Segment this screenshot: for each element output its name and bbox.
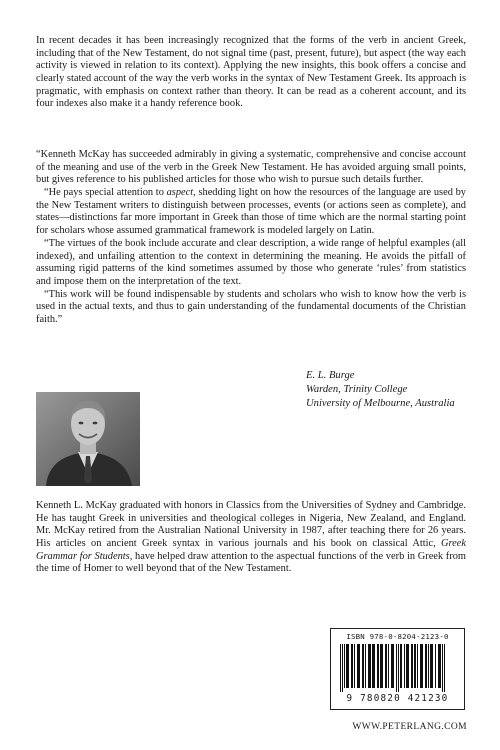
isbn-number: ISBN 978-0-8204-2123-0 [346, 632, 449, 641]
emphasis-aspect: aspect [166, 187, 194, 199]
review-quote [36, 149, 466, 327]
barcode-digits: 9 780820 421230 [346, 693, 449, 704]
review-paragraph-2: “He pays special attention to aspect, shedding light on how the resources of the language are used by the New Testament writers to distinguish between processes, events (or actions seen as complete), and states—distinctions far more important in Greek than those of time which are the normal starting point for scholars whose assumed grammatical framework is modeled largely on Latin. [36, 187, 466, 237]
barcode-label [330, 628, 465, 710]
book-title: Greek Grammar for Students [36, 538, 466, 562]
reviewer-title: Warden, Trinity College [306, 383, 408, 395]
reviewer-name: E. L. Burge [306, 370, 355, 381]
review-paragraph-4: “This work will be found indispensable by students and scholars who wish to know how the verb is used in the actual texts, and thus to gain understanding of the fundamental documents of the Christian faith.” [36, 288, 466, 325]
review-paragraph-3: “The virtues of the book include accurate and clear description, a wide range of helpful examples (all indexed), and unfailing attention to the context in determining the meaning. He avoids the pitfall of assuming rigid patterns of the kind sometimes assumed by those who generate ‘rules’ from statistics and impose them on the interpretation of the text. [36, 237, 466, 287]
book-description: In recent decades it has been increasingly recognized that the forms of the verb in ancient Greek, including that of the New Testament, do not signal time (past, present, future), but aspect (the way each activity is viewed in relation to its context). Applying the new insights, this book offers a concise and clearly stated account of the way the verb works in the syntax of New Testament Greek. Its approach is pragmatic, with emphasis on context rather than theory. It can be read as a coherent account, and its four indexes also make it a handy reference book. [36, 35, 466, 110]
author-bio: Kenneth L. McKay graduated with honors in Classics from the Universities of Sydney and Cambridge. He has taught Greek in universities and theological colleges in Nigeria, New Zealand, and England. Mr. McKay retired from the Australian National University in 1987, after teaching there for 26 years. His articles on ancient Greek syntax in various journals and his book on classical Attic, Greek Grammar for Students, have helped draw attention to the aspectual functions of the verb in Greek from the time of Homer to well beyond that of the New Testament. [36, 500, 466, 575]
publisher-website[interactable]: WWW.PETERLANG.COM [352, 722, 467, 732]
barcode-icon [339, 644, 458, 692]
reviewer-institution: University of Melbourne, Australia [306, 397, 455, 409]
review-paragraph-1: “Kenneth McKay has succeeded admirably in giving a systematic, comprehensive and concise account of the meaning and use of the verb in the Greek New Testament. He has avoided arguing small points, but gives reference to his published articles for those who wish to pursue such details further. [36, 149, 466, 186]
reviewer-signature [306, 369, 486, 410]
author-photo [36, 392, 140, 486]
